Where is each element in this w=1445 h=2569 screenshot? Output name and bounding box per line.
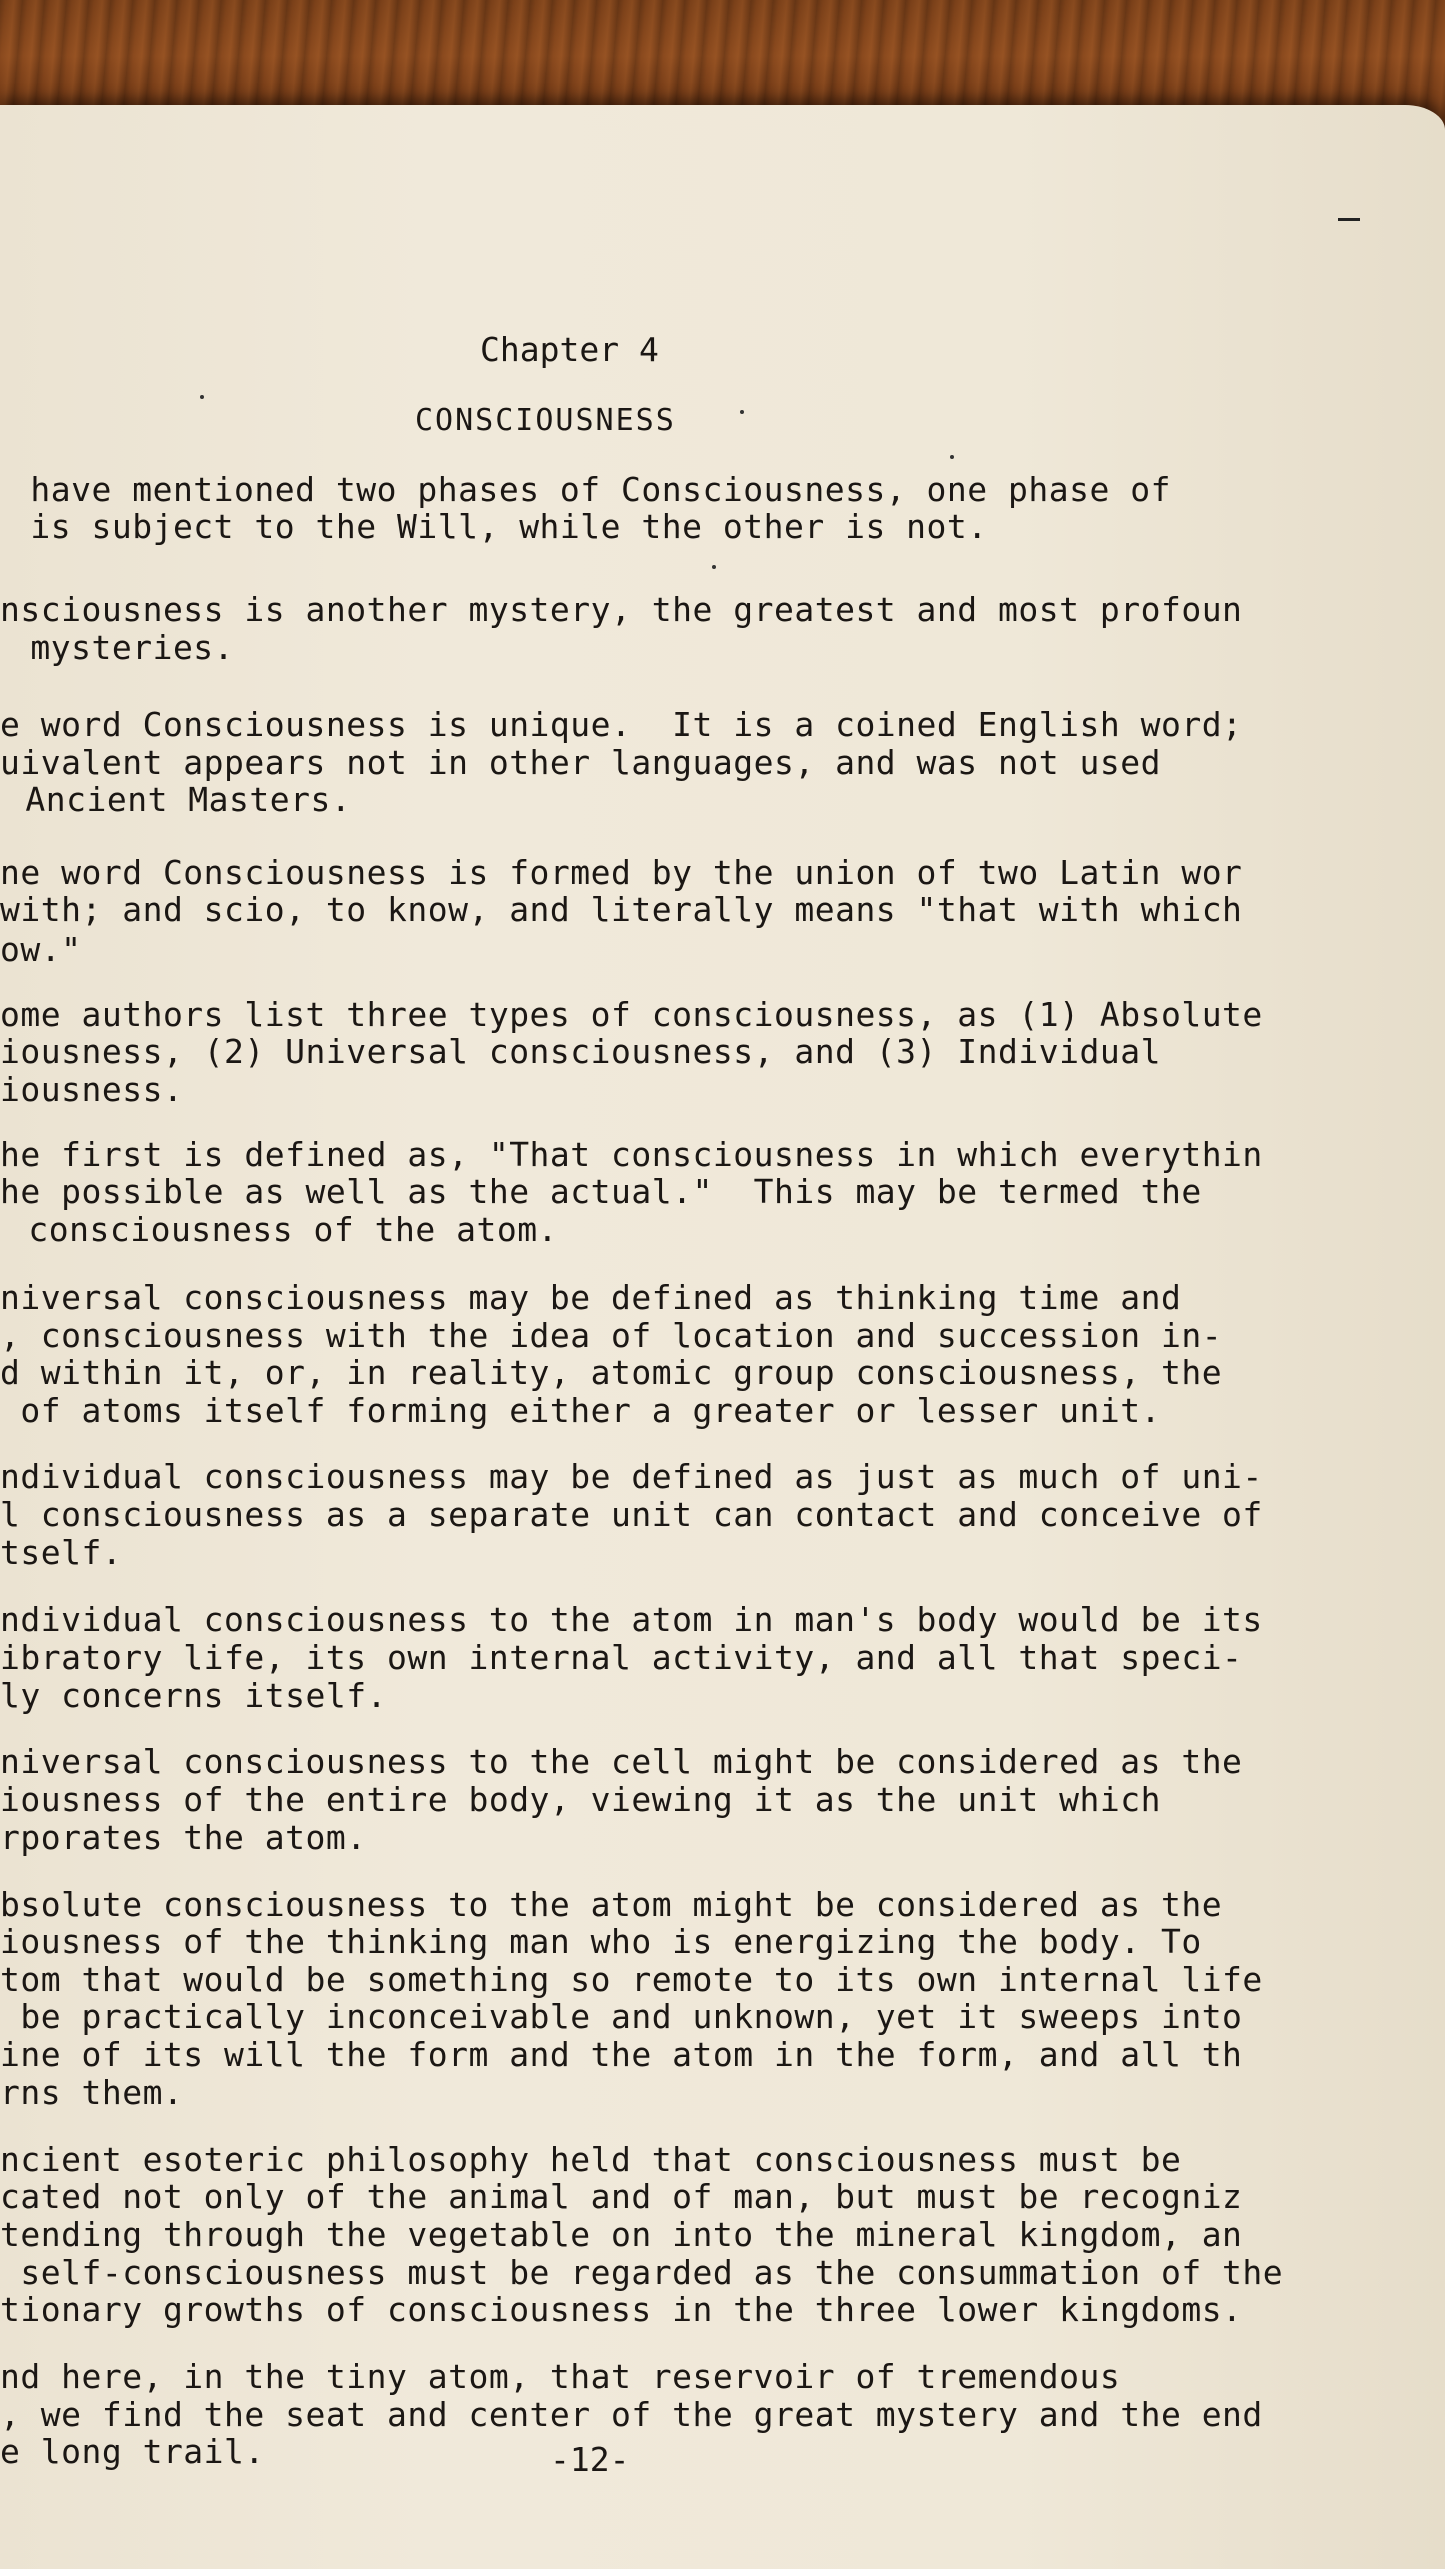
text-line: nsciousness is another mystery, the greatest and most profoun (0, 590, 1243, 629)
text-line: ncient esoteric philosophy held that consciousness must be (0, 2140, 1182, 2179)
text-line: tom that would be something so remote to its own internal life (0, 1960, 1263, 1999)
text-line: consciousness of the atom. (8, 1210, 558, 1249)
text-line: ine of its will the form and the atom in the form, and all th (0, 2035, 1243, 2074)
text-line: mysteries. (10, 628, 235, 667)
text-line: ly concerns itself. (0, 1676, 387, 1715)
text-line: niversal consciousness may be defined as thinking time and (0, 1278, 1182, 1317)
text-line: he first is defined as, "That consciousness in which everythin (0, 1135, 1263, 1174)
chapter-heading: CONSCIOUSNESS (415, 403, 676, 438)
ink-speck (712, 565, 716, 569)
text-line: ibratory life, its own internal activity, and all that speci- (0, 1638, 1243, 1677)
text-line: ndividual consciousness to the atom in man's body would be its (0, 1600, 1263, 1639)
text-line: Ancient Masters. (5, 780, 352, 819)
text-line: e word Consciousness is unique. It is a coined English word; (0, 705, 1243, 744)
text-line: iousness, (2) Universal consciousness, and (3) Individual (0, 1032, 1161, 1071)
text-line: e long trail. (0, 2432, 265, 2471)
text-line: rporates the atom. (0, 1818, 367, 1857)
text-line: ndividual consciousness may be defined as just as much of uni- (0, 1457, 1263, 1496)
text-line: he possible as well as the actual." This may be termed the (0, 1172, 1202, 1211)
ink-speck (740, 410, 744, 414)
text-line: tending through the vegetable on into the mineral kingdom, an (0, 2215, 1243, 2254)
text-line: niversal consciousness to the cell might be considered as the (0, 1742, 1243, 1781)
text-line: have mentioned two phases of Consciousness, one phase of (10, 470, 1171, 509)
text-line: be practically inconceivable and unknown, yet it sweeps into (0, 1997, 1243, 2036)
page-number: -12- (550, 2440, 630, 2479)
text-line: tionary growths of consciousness in the three lower kingdoms. (0, 2290, 1243, 2329)
text-line: iousness of the thinking man who is energizing the body. To (0, 1922, 1202, 1961)
text-line: uivalent appears not in other languages, and was not used (0, 743, 1161, 782)
text-line: bsolute consciousness to the atom might be considered as the (0, 1885, 1223, 1924)
text-line: ome authors list three types of consciousness, as (1) Absolute (0, 995, 1263, 1034)
ink-speck (200, 395, 204, 399)
text-line: tself. (0, 1533, 123, 1572)
text-line: self-consciousness must be regarded as the consummation of the (0, 2253, 1284, 2292)
text-line: iousness. (0, 1070, 184, 1109)
text-line: with; and scio, to know, and literally means "that with which (0, 890, 1243, 929)
text-line: ne word Consciousness is formed by the union of two Latin wor (0, 853, 1243, 892)
corner-dash-mark (1338, 218, 1360, 221)
ink-speck (950, 455, 954, 459)
text-line: nd here, in the tiny atom, that reservoir of tremendous (0, 2357, 1121, 2396)
text-line: is subject to the Will, while the other is not. (10, 507, 988, 546)
text-line: , consciousness with the idea of location and succession in- (0, 1316, 1223, 1355)
text-line: cated not only of the animal and of man, but must be recogniz (0, 2177, 1243, 2216)
text-line: , we find the seat and center of the great mystery and the end (0, 2395, 1263, 2434)
text-line: of atoms itself forming either a greater or lesser unit. (0, 1391, 1161, 1430)
text-line: iousness of the entire body, viewing it as the unit which (0, 1780, 1161, 1819)
text-line: l consciousness as a separate unit can contact and conceive of (0, 1495, 1263, 1534)
text-line: rns them. (0, 2073, 184, 2112)
text-line: ow." (0, 930, 82, 969)
text-line: d within it, or, in reality, atomic group consciousness, the (0, 1353, 1223, 1392)
chapter-title: Chapter 4 (480, 330, 659, 369)
